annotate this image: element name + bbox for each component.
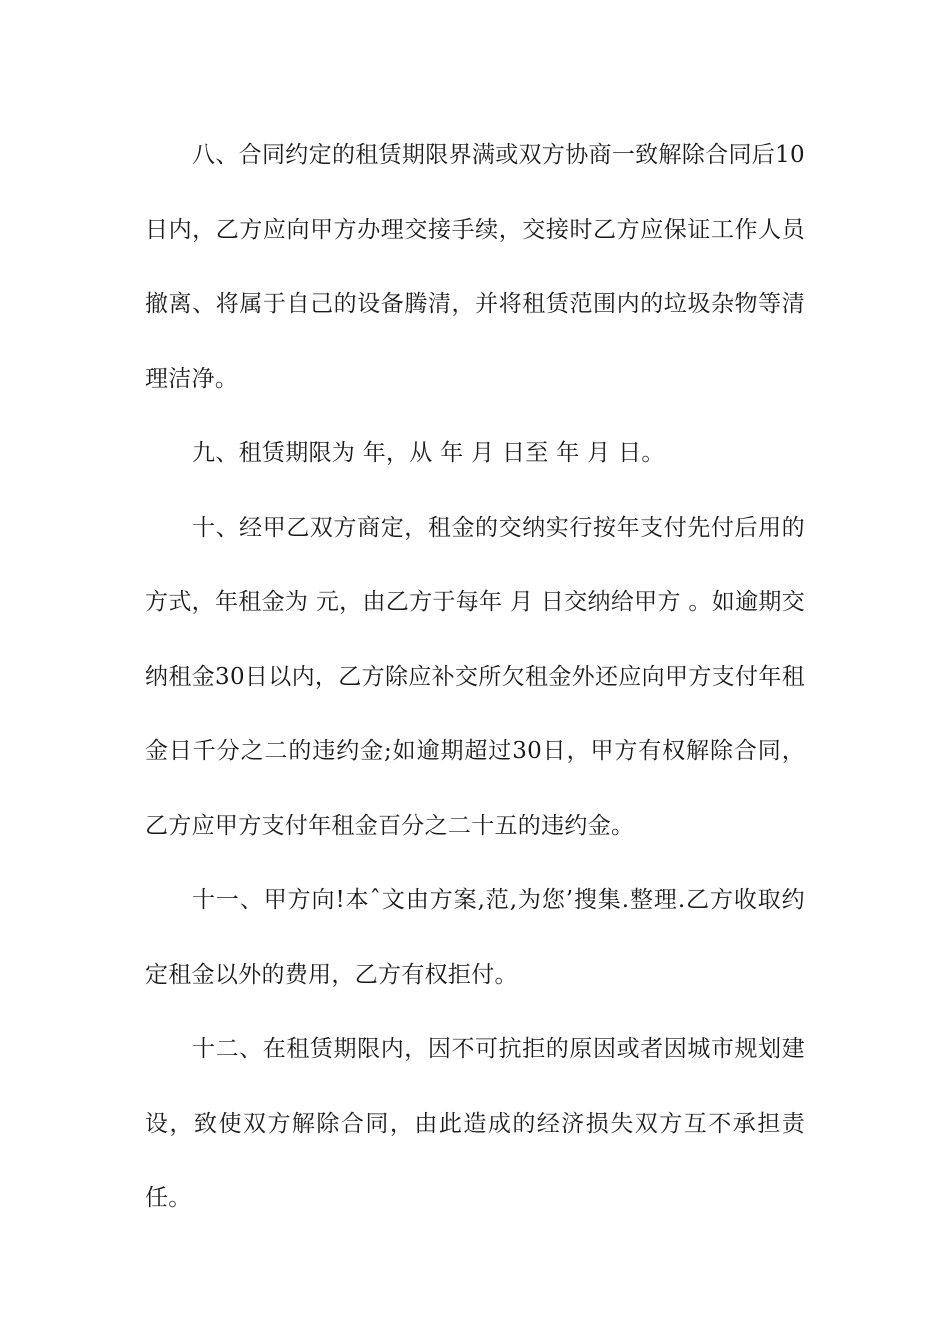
clause-8-paragraph: 八、合同约定的租赁期限界满或双方协商一致解除合同后10日内，乙方应向甲方办理交接手续，交接时乙方应保证工作人员撤离、将属于自己的设备腾清，并将租赁范围内的垃圾杂物等清理洁净。	[145, 142, 805, 392]
document-body	[145, 118, 805, 1236]
clause-10-paragraph: 十、经甲乙双方商定，租金的交纳实行按年支付先付后用的方式，年租金为 元，由乙方于每年 月 日交纳给甲方 。如逾期交纳租金30日以内，乙方除应补交所欠租金外还应向甲方支付年租金日千分之二的违约金;如逾期超过30日，甲方有权解除合同，乙方应甲方支付年租金百分之二十五的违约金。	[145, 514, 805, 839]
clause-11-paragraph: 十一、甲方向!本ˆ文由方案,范,为您’搜集.整理.乙方收取约定租金以外的费用，乙方有权拒付。	[145, 887, 805, 988]
clause-9-paragraph: 九、租赁期限为 年，从 年 月 日至 年 月 日。	[192, 440, 665, 466]
clause-12-paragraph: 十二、在租赁期限内，因不可抗拒的原因或者因城市规划建设，致使双方解除合同，由此造成的经济损失双方互不承担责任。	[145, 1036, 805, 1211]
